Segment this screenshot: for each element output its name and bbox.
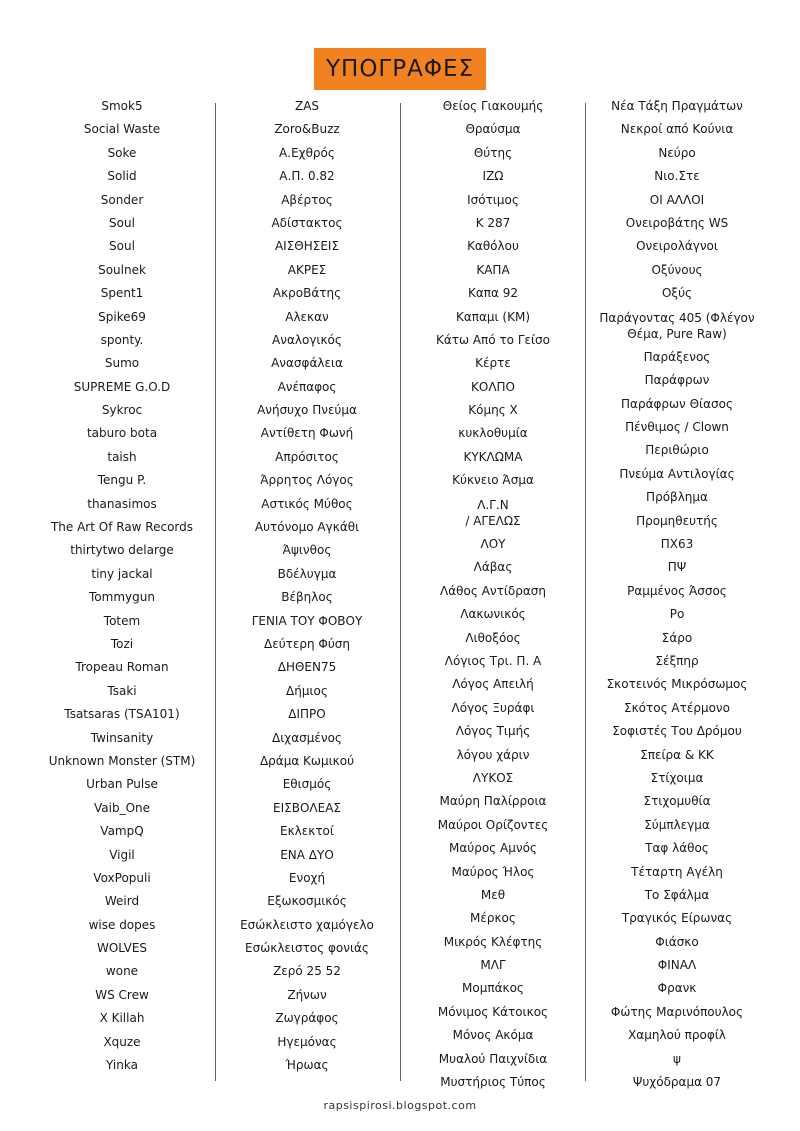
signature-item: Αβέρτος xyxy=(281,192,333,207)
signature-item: ΛΟΥ xyxy=(480,537,506,552)
signature-item: Φρανκ xyxy=(657,981,697,996)
signature-item: Ήρωας xyxy=(285,1058,329,1073)
signature-item: ΚΟΛΠΟ xyxy=(471,379,515,394)
signature-item: Ζωγράφος xyxy=(275,1011,339,1026)
signature-item: Αδίστακτος xyxy=(271,215,343,230)
signature-item: ΔΗΘΕΝ75 xyxy=(277,660,337,675)
signature-item: κυκλοθυμία xyxy=(458,426,528,441)
signature-item: SUPREME G.O.D xyxy=(73,379,171,394)
signature-item: Παράγοντας 405 (Φλέγον Θέμα, Pure Raw) xyxy=(599,310,755,341)
signature-item: ΑΙΣΘΗΣΕΙΣ xyxy=(274,239,340,254)
signature-item: ΕΝΑ ΔΥΟ xyxy=(280,847,334,862)
signatures-column-2 xyxy=(217,99,397,1081)
signature-item: Νεύρο xyxy=(658,145,696,160)
signature-item: Tsatsaras (TSA101) xyxy=(64,707,180,722)
signature-item: Spike69 xyxy=(98,309,146,324)
signature-item: ψ xyxy=(673,1051,681,1066)
signature-item: Νέα Τάξη Πραγμάτων xyxy=(611,99,743,113)
signature-item: Ρο xyxy=(669,607,685,622)
signature-item: Weird xyxy=(104,894,140,909)
signature-item: Ηγεμόνας xyxy=(277,1034,337,1049)
signature-item: Unknown Monster (STM) xyxy=(48,753,196,768)
signature-item: Μομπάκος xyxy=(462,981,524,996)
signature-item: Οξύς xyxy=(661,286,693,301)
signature-item: Zoro&Buzz xyxy=(274,122,340,137)
signature-item: ZAS xyxy=(294,99,320,113)
signature-item: Soul xyxy=(109,215,135,230)
signature-item: Κάτω Από το Γείσο xyxy=(435,332,551,347)
signature-item: thanasimos xyxy=(87,496,157,511)
signature-item: Ταφ λάθος xyxy=(645,841,709,856)
signature-item: Μόνιμος Κάτοικος xyxy=(437,1004,549,1019)
column-divider-1 xyxy=(215,103,216,1081)
signature-item: Λόγος Τιμής xyxy=(455,724,531,739)
signature-item: Ανήσυχο Πνεύμα xyxy=(257,403,357,418)
signature-item: Α.Εχθρός xyxy=(279,145,335,160)
signature-item: Κ 287 xyxy=(475,215,511,230)
signature-item: Μαύρος Ήλος xyxy=(451,864,535,879)
signature-item: Λακωνικός xyxy=(460,607,526,622)
signature-item: ΔΙΠΡΟ xyxy=(288,707,326,722)
signature-item: WS Crew xyxy=(95,987,149,1002)
signature-item: Ανέπαφος xyxy=(277,379,337,394)
signature-item: Άψινθος xyxy=(282,543,332,558)
signature-item: Καθόλου xyxy=(467,239,519,254)
signature-item: Φώτης Μαρινόπουλος xyxy=(610,1004,744,1019)
signature-item: WOLVES xyxy=(96,941,148,956)
signature-item: Smok5 xyxy=(101,99,143,113)
signature-item: Ψυχόδραμα 07 xyxy=(632,1075,722,1090)
signature-item: Σοφιστές Του Δρόμου xyxy=(612,724,742,739)
signature-item: Περιθώριο xyxy=(645,443,709,458)
signature-item: Νιο.Στε xyxy=(654,169,700,184)
signature-item: Το Σφάλμα xyxy=(644,887,710,902)
signature-item: ΦΙΝΑΛ xyxy=(657,958,697,973)
signature-item: Καπα 92 xyxy=(468,286,518,301)
signature-item: Μόνος Ακόμα xyxy=(452,1028,534,1043)
signature-item: Tengu P. xyxy=(97,473,147,488)
signature-item: Απρόσιτος xyxy=(275,449,339,464)
signature-item: Sykroc xyxy=(101,403,143,418)
signature-item: Νεκροί από Κούνια xyxy=(620,122,734,137)
signature-item: thirtytwo delarge xyxy=(70,543,174,558)
signature-item: Στιχομυθία xyxy=(643,794,711,809)
signature-item: Twinsanity xyxy=(90,730,154,745)
signature-item: Λόγιος Τρι. Π. Α xyxy=(444,653,542,668)
signature-item: ΑΚΡΕΣ xyxy=(287,262,327,277)
page-title: ΥΠΟΓΡΑΦΕΣ xyxy=(314,48,486,90)
signature-item: Σάρο xyxy=(661,630,693,645)
signature-item: Soulnek xyxy=(98,262,146,277)
column-divider-3 xyxy=(585,103,586,1081)
signature-item: taish xyxy=(107,449,137,464)
signature-item: Διχασμένος xyxy=(272,730,342,745)
signature-item: Πνεύμα Αντιλογίας xyxy=(619,466,735,481)
signature-item: Σέξπηρ xyxy=(655,653,699,668)
signatures-column-4 xyxy=(587,99,767,1098)
signature-item: Εκλεκτοί xyxy=(280,824,334,839)
signature-item: ΚΑΠΑ xyxy=(476,262,510,277)
signature-item: Παράξενος xyxy=(643,349,711,364)
signature-item: Tsaki xyxy=(107,683,137,698)
signature-item: Οξύνους xyxy=(651,262,703,277)
signature-item: Κόμης Χ xyxy=(468,403,518,418)
signature-item: Δήμιος xyxy=(286,683,328,698)
column-divider-2 xyxy=(400,103,401,1081)
signature-item: wise dopes xyxy=(88,917,156,932)
signature-item: Λόγος Απειλή xyxy=(452,677,534,692)
signature-item: ΜΛΓ xyxy=(480,958,506,973)
signature-item: Φιάσκο xyxy=(655,934,699,949)
signature-item: tiny jackal xyxy=(91,566,153,581)
signature-item: Δράμα Κωμικού xyxy=(259,753,355,768)
signature-item: Θείος Γιακουμής xyxy=(442,99,544,113)
signature-item: Κέρτε xyxy=(475,356,511,371)
signature-item: Ονειρολάγνοι xyxy=(636,239,718,254)
footer-url: rapsispirosi.blogspot.com xyxy=(323,1099,477,1112)
signature-item: Εσώκλειστος φονιάς xyxy=(245,941,369,956)
signatures-column-3 xyxy=(403,99,583,1098)
signature-item: Αυτόνομο Αγκάθι xyxy=(254,520,360,535)
signature-item: The Art Of Raw Records xyxy=(50,520,194,535)
signature-item: Totem xyxy=(103,613,141,628)
signature-item: Social Waste xyxy=(83,122,161,137)
signature-item: Xquze xyxy=(103,1034,141,1049)
signature-item: Μυαλού Παιχνίδια xyxy=(438,1051,548,1066)
signature-item: λόγου χάριν xyxy=(456,747,530,762)
signature-item: Καπαμι (ΚΜ) xyxy=(455,309,530,324)
signature-item: Θραύσμα xyxy=(465,122,521,137)
signature-item: Τραγικός Είρωνας xyxy=(621,911,733,926)
signature-item: Εξωκοσμικός xyxy=(267,894,347,909)
signature-item: Αναλογικός xyxy=(272,332,342,347)
signature-item: ΙΖΩ xyxy=(482,169,504,184)
signature-item: Βέβηλος xyxy=(281,590,333,605)
signature-item: Σκοτεινός Μικρόσωμος xyxy=(606,677,748,692)
signature-item: Λάθος Αντίδραση xyxy=(440,583,546,598)
signature-item: Μαύρη Παλίρροια xyxy=(439,794,547,809)
signature-item: X Killah xyxy=(99,1011,145,1026)
signature-item: Soul xyxy=(109,239,135,254)
signature-item: Παράφρων Θίασος xyxy=(621,396,733,411)
signature-item: Α.Π. 0.82 xyxy=(279,169,335,184)
signature-item: Urban Pulse xyxy=(86,777,158,792)
signature-item: Ζήνων xyxy=(287,987,327,1002)
signature-item: Μέρκος xyxy=(470,911,516,926)
signatures-column-1 xyxy=(32,99,212,1081)
signature-item: Θύτης xyxy=(473,145,513,160)
signature-item: VoxPopuli xyxy=(93,870,151,885)
signature-item: ΓΕΝΙΑ ΤΟΥ ΦΟΒΟΥ xyxy=(251,613,363,628)
signature-item: Ενοχή xyxy=(288,870,326,885)
signature-item: ΑκροΒάτης xyxy=(272,286,342,301)
signature-item: Tommygun xyxy=(89,590,155,605)
signature-item: Ονειροβάτης WS xyxy=(625,215,729,230)
signature-item: ΟΙ ΑΛΛΟΙ xyxy=(649,192,705,207)
signature-item: Vaib_One xyxy=(93,800,150,815)
signature-item: Κύκνειο Άσμα xyxy=(452,473,534,488)
signature-item: Ανασφάλεια xyxy=(271,356,343,371)
signature-item: Αντίθετη Φωνή xyxy=(260,426,354,441)
signature-item: Δεύτερη Φύση xyxy=(264,636,350,651)
signature-item: Στίχοιμα xyxy=(650,770,704,785)
signature-item: ΠΨ xyxy=(667,560,687,575)
signature-item: Αλεκαν xyxy=(285,309,329,324)
signature-item: Μικρός Κλέφτης xyxy=(443,934,543,949)
signature-item: Soke xyxy=(107,145,137,160)
signature-item: Σκότος Ατέρμονο xyxy=(624,700,730,715)
signature-item: Sonder xyxy=(100,192,144,207)
signature-item: Solid xyxy=(107,169,137,184)
signature-item: Λόγος Ξυράφι xyxy=(451,700,535,715)
signature-item: Ισότιμος xyxy=(467,192,519,207)
signature-item: Μαύροι Ορίζοντες xyxy=(437,817,549,832)
signature-item: Άρρητος Λόγος xyxy=(260,473,354,488)
signature-item: Μεθ xyxy=(480,887,506,902)
signature-item: Μαύρος Αμνός xyxy=(449,841,537,856)
signature-item: Χαμηλού προφίλ xyxy=(628,1028,726,1043)
signature-item: Λιθοξόος xyxy=(465,630,521,645)
signature-item: Sumo xyxy=(104,356,140,371)
signature-item: Βδέλυγμα xyxy=(277,566,337,581)
signature-item: Λ.Γ.Ν / ΑΓΕΛΩΣ xyxy=(465,497,521,528)
signature-item: Παράφρων xyxy=(644,373,710,388)
signature-item: Εσώκλειστο χαμόγελο xyxy=(240,917,374,932)
signature-item: Yinka xyxy=(106,1058,138,1073)
signature-item: Tropeau Roman xyxy=(75,660,169,675)
signature-item: Λάβας xyxy=(473,560,513,575)
signature-item: Σύμπλεγμα xyxy=(644,817,710,832)
signature-item: VampQ xyxy=(100,824,144,839)
signature-item: Σπείρα & ΚΚ xyxy=(640,747,714,762)
signature-item: Εθισμός xyxy=(282,777,332,792)
signature-item: Μυστήριος Τύπος xyxy=(440,1075,546,1090)
signature-item: Spent1 xyxy=(100,286,144,301)
signature-item: sponty. xyxy=(100,332,144,347)
signature-item: Tozi xyxy=(110,636,134,651)
signature-item: ΚΥΚΛΩΜΑ xyxy=(463,449,523,464)
signature-item: Πρόβλημα xyxy=(646,490,708,505)
signature-item: ΛΥΚΟΣ xyxy=(472,770,514,785)
signature-item: Αστικός Μύθος xyxy=(261,496,353,511)
signature-item: wone xyxy=(105,964,139,979)
signature-item: Vigil xyxy=(109,847,135,862)
signature-item: ΠΧ63 xyxy=(660,537,694,552)
signature-item: ΕΙΣΒΟΛΕΑΣ xyxy=(273,800,341,815)
signature-item: Τέταρτη Αγέλη xyxy=(631,864,723,879)
signature-item: taburo bota xyxy=(86,426,158,441)
signature-item: Προμηθευτής xyxy=(636,513,718,528)
signature-item: Ραμμένος Άσσος xyxy=(627,583,727,598)
signature-item: Πένθιμος / Clown xyxy=(625,420,729,435)
signature-item: Ζερό 25 52 xyxy=(273,964,341,979)
